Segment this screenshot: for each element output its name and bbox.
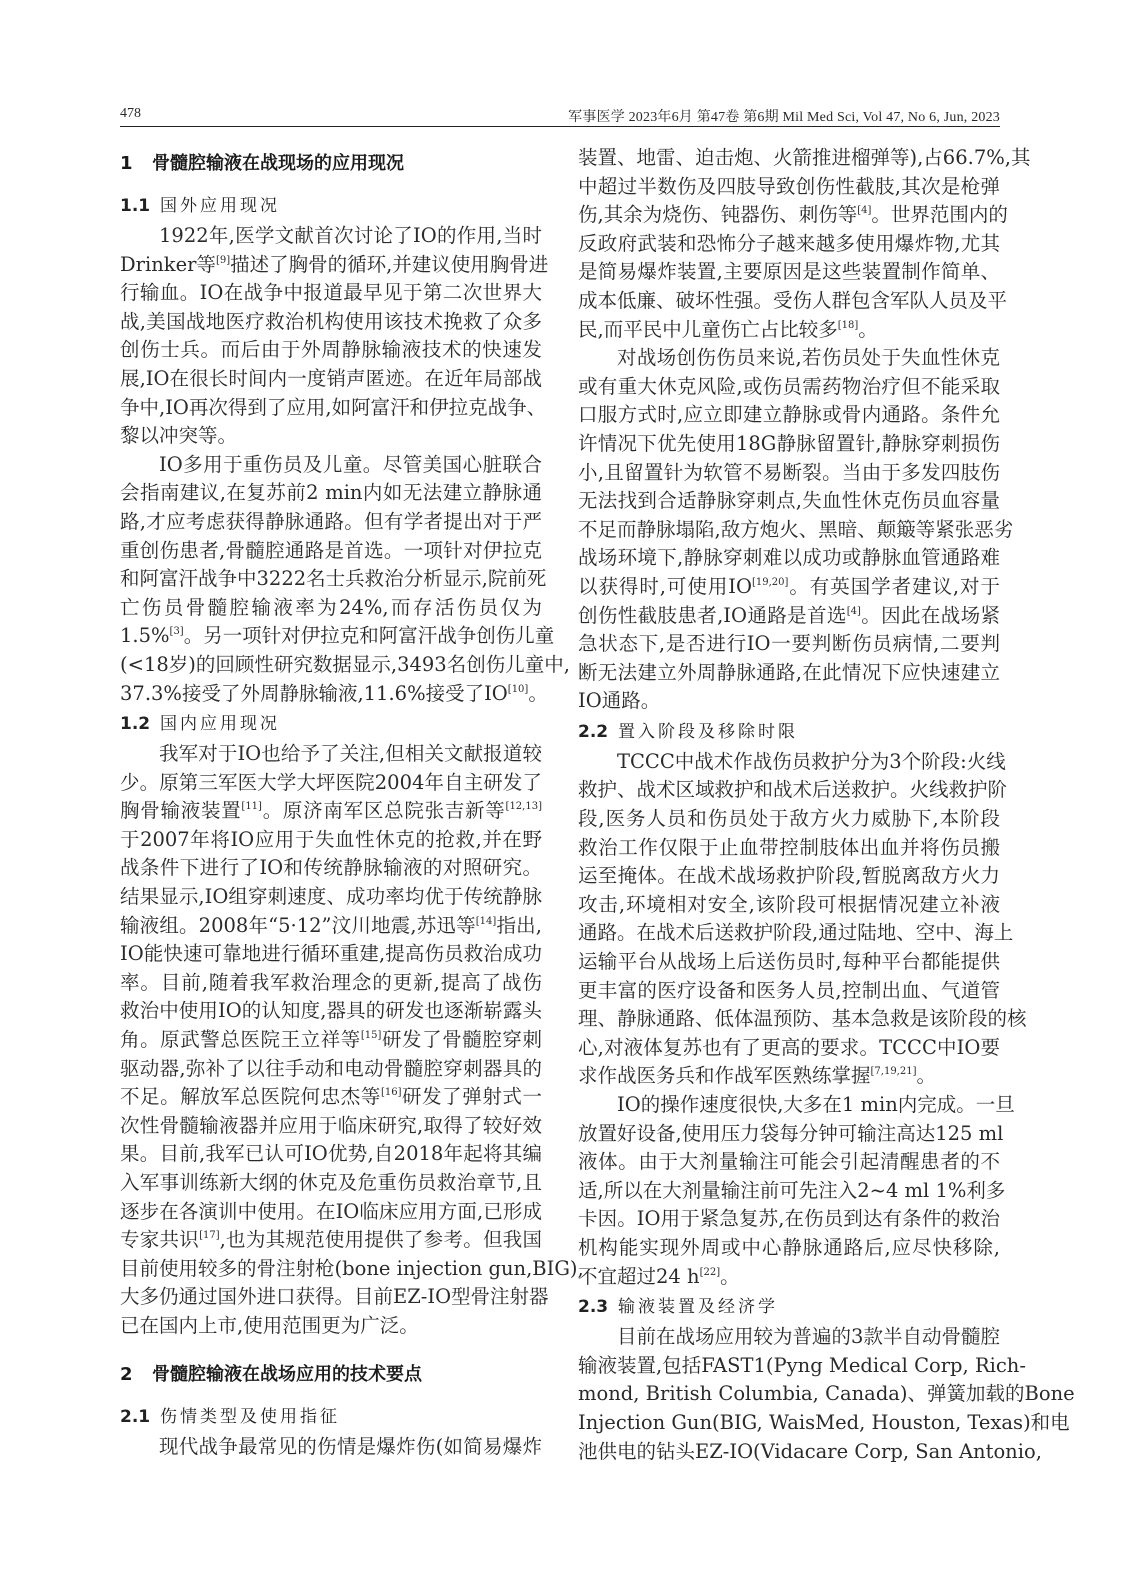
- text-line: 求作战医务兵和作战军医熟练掌握[7,19,21]。: [578, 1064, 937, 1088]
- text-line: 伤,其余为烧伤、钝器伤、刺伤等[4]。世界范围内的: [578, 203, 1008, 227]
- section-heading: [120, 1355, 542, 1395]
- text-line: 路,才应考虑获得静脉通路。但有学者提出对于严: [120, 509, 542, 533]
- text-line: Drinker等[9]描述了胸骨的循环,并建议使用胸骨进: [120, 252, 549, 276]
- text-line: 和阿富汗战争中3222名士兵救治分析显示,院前死: [120, 567, 547, 591]
- subsection-number: 1.2: [120, 714, 151, 735]
- subsection-heading: [120, 708, 542, 740]
- text-line: 通路。在战术后送救护阶段,通过陆地、空中、海上: [578, 921, 1014, 945]
- text-line: 争中,IO再次得到了应用,如阿富汗和伊拉克战争、: [120, 395, 547, 419]
- text-line: 战,美国战地医疗救治机构使用该技术挽救了众多: [120, 309, 542, 333]
- text-line: 目前使用较多的骨注射枪(bone injection gun,BIG),: [120, 1256, 584, 1280]
- text-line: 我军对于IO也给予了关注,但相关文献报道较: [159, 742, 542, 766]
- text-line: (<18岁)的回顾性研究数据显示,3493名创伤儿童中,: [120, 652, 570, 676]
- page-number: 478: [120, 106, 141, 121]
- paragraph: [578, 344, 1014, 716]
- left-column: [120, 144, 584, 1461]
- citation-ref: [18]: [837, 319, 859, 331]
- citation-ref: [22]: [699, 1266, 721, 1278]
- text-line: 于2007年将IO应用于失血性休克的抢救,并在野: [120, 827, 542, 851]
- text-line: 重创伤患者,骨髓腔通路是首选。一项针对伊拉克: [120, 538, 542, 562]
- subsection-number: 2.1: [120, 1406, 151, 1427]
- text-line: IO多用于重伤员及儿童。尽管美国心脏联合: [159, 452, 542, 476]
- running-head: 军事医学 2023年6月 第47卷 第6期 Mil Med Sci, Vol 47, No 6, Jun, 2023: [568, 110, 1000, 125]
- subsection-heading: [120, 1401, 542, 1433]
- text-line: 口服方式时,应立即建立静脉或骨内通路。条件允: [578, 403, 1000, 427]
- citation-ref: [10]: [507, 683, 529, 695]
- text-line: 1922年,医学文献首次讨论了IO的作用,当时: [159, 224, 542, 247]
- text-line: 救护、战术区域救护和战术后送救护。火线救护阶: [578, 778, 1008, 802]
- text-line: 战场环境下,静脉穿刺难以成功或静脉血管通路难: [578, 546, 1000, 570]
- text-line: TCCC中战术作战伤员救护分为3个阶段:火线: [617, 749, 1006, 773]
- citation-ref: [3]: [169, 626, 184, 638]
- subsection-heading: [578, 1291, 1000, 1323]
- text-line: 战条件下进行了IO和传统静脉输液的对照研究。: [120, 856, 542, 880]
- text-line: 不足。解放军总医院何忠杰等[16]研发了弹射式一: [120, 1085, 542, 1109]
- text-line: 少。原第三军医大学大坪医院2004年自主研发了: [120, 770, 542, 794]
- text-line: 入军事训练新大纲的休克及危重伤员救治章节,且: [120, 1171, 542, 1194]
- text-line: 救治中使用IO的认知度,器具的研发也逐渐崭露头: [120, 999, 542, 1023]
- text-line: 卡因。IO用于紧急复苏,在伤员到达有条件的救治: [578, 1207, 1000, 1231]
- text-line: 攻击,环境相对安全,该阶段可根据情况建立补液: [578, 892, 1000, 916]
- text-line: 或有重大休克风险,或伤员需药物治疗但不能采取: [578, 374, 1000, 398]
- text-line: 逐步在各演训中使用。在IO临床应用方面,已形成: [120, 1199, 542, 1223]
- text-line: 心,对液体复苏也有了更高的要求。TCCC中IO要: [578, 1035, 1000, 1059]
- text-line: 输液组。2008年“5·12”汶川地震,苏迅等[14]指出,: [120, 913, 542, 937]
- citation-ref: [7,19,21]: [870, 1066, 917, 1078]
- paragraph: [120, 451, 570, 708]
- text-line: 已在国内上市,使用范围更为广泛。: [120, 1313, 419, 1337]
- text-line: 行输血。IO在战争中报道最早见于第二次世界大: [120, 281, 542, 305]
- paragraph: [578, 144, 1031, 344]
- text-line: 小,且留置针为软管不易断裂。当由于多发四肢伤: [578, 460, 1000, 484]
- section-number: 2: [120, 1363, 133, 1385]
- text-line: 池供电的钻头EZ-IO(Vidacare Corp, San Antonio,: [578, 1439, 1042, 1463]
- subsection-heading: [578, 716, 1000, 748]
- text-line: 1.5%[3]。另一项针对伊拉克和阿富汗战争创伤儿童: [120, 624, 555, 648]
- text-line: 理、静脉通路、低体温预防、基本急救是该阶段的核: [578, 1007, 1027, 1031]
- text-line: 急状态下,是否进行IO一要判断伤员病情,二要判: [578, 632, 1000, 656]
- citation-ref: [15]: [360, 1030, 382, 1042]
- paragraph: [578, 748, 1027, 1091]
- citation-ref: [4]: [846, 605, 861, 617]
- text-line: 驱动器,弥补了以往手动和电动骨髓腔穿刺器具的: [120, 1056, 542, 1080]
- text-line: 创伤性截肢患者,IO通路是首选[4]。因此在战场紧: [578, 603, 1000, 627]
- text-line: 机构能实现外周或中心静脉通路后,应尽快移除,: [578, 1235, 1000, 1259]
- paragraph: [120, 1433, 542, 1462]
- page-header: [120, 104, 1000, 127]
- text-line: 是简易爆炸装置,主要原因是这些装置制作简单、: [578, 260, 1000, 284]
- section-title: 骨髓腔输液在战现场的应用现况: [152, 153, 404, 174]
- text-line: 对战场创伤伤员来说,若伤员处于失血性休克: [617, 346, 1000, 370]
- text-line: 适,所以在大剂量输注前可先注入2~4 ml 1%利多: [578, 1178, 1006, 1202]
- paragraph: [578, 1091, 1015, 1291]
- subsection-number: 2.3: [578, 1297, 609, 1318]
- text-line: 无法找到合适静脉穿刺点,失血性休克伤员血容量: [578, 489, 1000, 513]
- text-line: 大多仍通过国外进口获得。目前EZ-IO型骨注射器: [120, 1285, 549, 1309]
- citation-ref: [11]: [241, 801, 262, 813]
- text-line: 果。目前,我军已认可IO优势,自2018年起将其编: [120, 1142, 542, 1166]
- citation-ref: [17]: [199, 1230, 220, 1242]
- text-line: 专家共识[17],也为其规范使用提供了参考。但我国: [120, 1228, 542, 1252]
- text-line: 37.3%接受了外周静脉输液,11.6%接受了IO[10]。: [120, 681, 548, 705]
- text-line: 成本低廉、破坏性强。受伤人群包含军队人员及平: [578, 288, 1008, 312]
- text-line: 运输平台从战场上后送伤员时,每种平台都能提供: [578, 950, 1000, 974]
- text-line: 胸骨输液装置[11]。原济南军区总院张吉新等[12,13]: [120, 799, 542, 823]
- citation-ref: [12,13]: [505, 801, 542, 813]
- text-line: 会指南建议,在复苏前2 min内如无法建立静脉通: [120, 481, 542, 505]
- text-line: 放置好设备,使用压力袋每分钟可输注高达125 ml: [578, 1121, 1004, 1145]
- text-line: 许情况下优先使用18G静脉留置针,静脉穿刺损伤: [578, 431, 1000, 455]
- text-line: 亡伤员骨髓腔输液率为24%,而存活伤员仅为: [120, 595, 542, 619]
- text-line: 液体。由于大剂量输注可能会引起清醒患者的不: [578, 1150, 1000, 1174]
- paragraph: [578, 1323, 1075, 1466]
- text-line: 中超过半数伤及四肢导致创伤性截肢,其次是枪弹: [578, 174, 1000, 198]
- subsection-title: 国外应用现况: [160, 196, 280, 216]
- text-line: 黎以冲突等。: [120, 424, 238, 448]
- subsection-number: 1.1: [120, 196, 151, 216]
- section-title: 骨髓腔输液在战场应用的技术要点: [152, 1363, 422, 1385]
- text-line: 不足而静脉塌陷,敌方炮火、黑暗、颠簸等紧张恶劣: [578, 517, 1014, 541]
- text-line: IO通路。: [578, 689, 661, 713]
- text-line: 创伤士兵。而后由于外周静脉输液技术的快速发: [120, 338, 542, 362]
- text-line: 结果显示,IO组穿刺速度、成功率均优于传统静脉: [120, 885, 542, 909]
- text-line: 运至掩体。在战术战场救护阶段,暂脱离敌方火力: [578, 864, 1000, 888]
- text-line: Injection Gun(BIG, WaisMed, Houston, Texas)和电: [578, 1410, 1070, 1434]
- text-line: mond, British Columbia, Canada)、弹簧加载的Bone: [578, 1382, 1075, 1406]
- text-line: 率。目前,随着我军救治理念的更新,提高了战伤: [120, 970, 542, 994]
- text-line: 装置、地雷、迫击炮、火箭推进榴弹等),占66.7%,其: [578, 146, 1031, 169]
- text-line: 展,IO在很长时间内一度销声匿迹。在近年局部战: [120, 366, 542, 390]
- subsection-title: 伤情类型及使用指征: [160, 1406, 340, 1427]
- text-line: 次性骨髓输液器并应用于临床研究,取得了较好效: [120, 1113, 542, 1137]
- text-line: 现代战争最常见的伤情是爆炸伤(如简易爆炸: [159, 1434, 542, 1458]
- text-line: 角。原武警总医院王立祥等[15]研发了骨髓腔穿刺: [120, 1028, 542, 1052]
- text-line: 输液装置,包括FAST1(Pyng Medical Corp, Rich-: [578, 1353, 1026, 1377]
- section-heading: [120, 144, 542, 184]
- subsection-heading: [120, 190, 542, 222]
- citation-ref: [16]: [380, 1087, 402, 1099]
- text-line: IO的操作速度很快,大多在1 min内完成。一旦: [617, 1093, 1015, 1116]
- citation-ref: [4]: [857, 205, 872, 217]
- citation-ref: [9]: [215, 254, 231, 266]
- text-line: 民,而平民中儿童伤亡占比较多[18]。: [578, 317, 878, 341]
- citation-ref: [14]: [475, 915, 497, 927]
- text-line: IO能快速可靠地进行循环重建,提高伤员救治成功: [120, 942, 542, 966]
- subsection-title: 置入阶段及移除时限: [618, 721, 798, 742]
- text-line: 以获得时,可使用IO[19,20]。有英国学者建议,对于: [578, 574, 1001, 598]
- paragraph: [120, 222, 549, 451]
- paragraph: [120, 740, 584, 1340]
- subsection-title: 国内应用现况: [160, 714, 280, 735]
- citation-ref: [19,20]: [751, 576, 789, 588]
- text-line: 救治工作仅限于止血带控制肢体出血并将伤员搬: [578, 835, 1000, 859]
- section-number: 1: [120, 153, 133, 174]
- subsection-title: 输液装置及经济学: [618, 1297, 778, 1318]
- text-line: 段,医务人员和伤员处于敌方火力威胁下,本阶段: [578, 807, 1000, 831]
- text-line: 断无法建立外周静脉通路,在此情况下应快速建立: [578, 660, 1000, 684]
- text-line: 不宜超过24 h[22]。: [578, 1264, 740, 1288]
- subsection-number: 2.2: [578, 721, 609, 742]
- text-line: 反政府武装和恐怖分子越来越多使用爆炸物,尤其: [578, 231, 1000, 255]
- text-line: 更丰富的医疗设备和医务人员,控制出血、气道管: [578, 978, 1000, 1002]
- text-line: 目前在战场应用较为普遍的3款半自动骨髓腔: [617, 1325, 1000, 1349]
- right-column: [578, 144, 1075, 1466]
